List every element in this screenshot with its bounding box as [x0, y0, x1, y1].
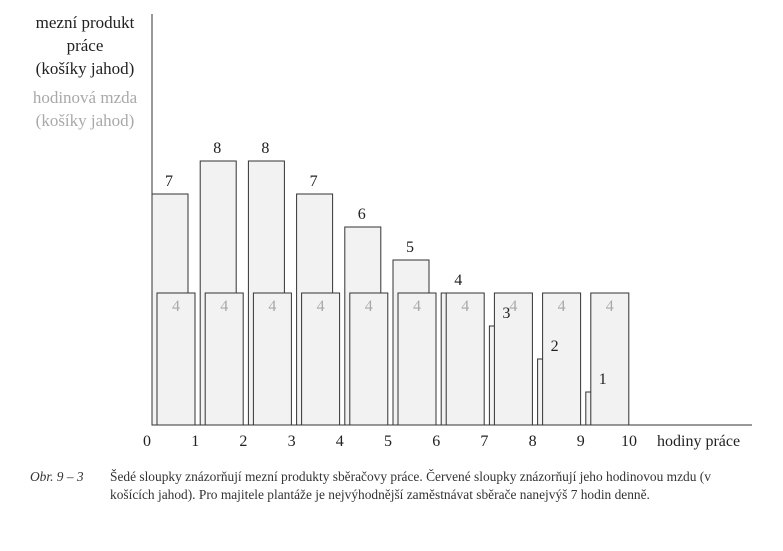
- marginal-product-value: 7: [309, 173, 318, 190]
- wage-value: 4: [605, 298, 614, 315]
- wage-value: 4: [220, 298, 229, 315]
- marginal-product-value: 4: [454, 272, 463, 289]
- x-tick-label: 5: [384, 433, 392, 450]
- wage-value: 4: [268, 298, 277, 315]
- x-tick-label: 7: [480, 433, 489, 450]
- x-axis-title: hodiny práce: [657, 433, 741, 450]
- marginal-product-value: 8: [261, 140, 270, 157]
- x-tick-label: 3: [287, 433, 296, 450]
- wage-value: 4: [557, 298, 566, 315]
- x-tick-label: 8: [528, 433, 537, 450]
- caption-text: Šedé sloupky znázorňují mezní produkty sběračovy práce. Červené sloupky znázorňují jeho hodinovou mzdu (v košících jahod). Pro majitele plantáže je nejvýhodnější zaměstnávat sběrače nanejvýš 7 hodin denně.: [110, 469, 711, 502]
- marginal-product-value: 1: [598, 371, 607, 388]
- x-tick-label: 9: [576, 433, 585, 450]
- y-label-line: práce: [66, 36, 104, 55]
- marginal-product-value: 2: [550, 338, 559, 355]
- y-label-line: mezní produkt: [35, 13, 135, 32]
- wage-value: 4: [509, 298, 518, 315]
- x-tick-label: 1: [191, 433, 200, 450]
- marginal-product-value: 3: [502, 305, 511, 322]
- y-label-wage-line: hodinová mzda: [32, 88, 138, 107]
- y-label-line: (košíky jahod): [35, 59, 135, 78]
- wage-value: 4: [364, 298, 373, 315]
- x-tick-label: 2: [239, 433, 248, 450]
- x-tick-label: 0: [143, 433, 151, 450]
- marginal-product-value: 8: [213, 140, 222, 157]
- y-label-wage-line: (košíky jahod): [35, 111, 135, 130]
- wage-value: 4: [413, 298, 421, 315]
- marginal-product-value: 5: [406, 239, 414, 256]
- x-tick-label: 10: [621, 433, 637, 450]
- figure-caption: [30, 468, 765, 504]
- wage-value: 4: [316, 298, 325, 315]
- y-axis-label-wage: [33, 88, 138, 130]
- y-axis-label: [36, 13, 135, 78]
- x-tick-label: 4: [335, 433, 344, 450]
- marginal-product-value: 7: [165, 173, 173, 190]
- wage-value: 4: [172, 298, 180, 315]
- marginal-product-value: 6: [357, 206, 366, 223]
- x-tick-label: 6: [432, 433, 441, 450]
- x-tick-labels: [143, 433, 637, 450]
- wage-value: 4: [461, 298, 470, 315]
- caption-label: Obr. 9 – 3: [30, 469, 84, 484]
